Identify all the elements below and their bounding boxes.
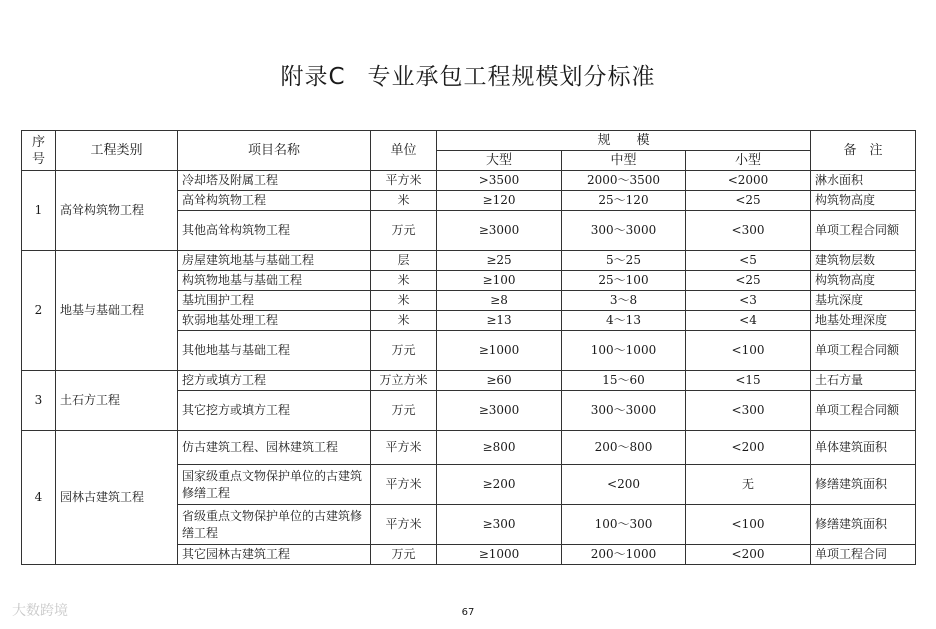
cell-small: <200 [686, 431, 811, 465]
page-number: 67 [461, 607, 475, 618]
cell-seq: 2 [22, 251, 56, 371]
table-row [22, 171, 916, 191]
cell-item: 构筑物地基与基础工程 [178, 271, 371, 291]
cell-item: 冷却塔及附属工程 [178, 171, 371, 191]
cell-small: <25 [686, 191, 811, 211]
cell-small: <25 [686, 271, 811, 291]
header-category: 工程类别 [56, 131, 178, 171]
cell-remark: 构筑物高度 [811, 191, 916, 211]
table-body [22, 171, 916, 565]
cell-remark: 建筑物层数 [811, 251, 916, 271]
cell-large: ≥60 [437, 371, 562, 391]
header-small: 小型 [686, 151, 811, 171]
cell-remark: 淋水面积 [811, 171, 916, 191]
cell-medium: 100～300 [562, 505, 686, 545]
cell-remark: 单项工程合同额 [811, 211, 916, 251]
cell-remark: 土石方量 [811, 371, 916, 391]
cell-small: <5 [686, 251, 811, 271]
cell-remark: 修缮建筑面积 [811, 465, 916, 505]
cell-small: <2000 [686, 171, 811, 191]
cell-seq: 3 [22, 371, 56, 431]
cell-remark: 修缮建筑面积 [811, 505, 916, 545]
cell-item: 其它挖方或填方工程 [178, 391, 371, 431]
cell-medium: 25～100 [562, 271, 686, 291]
cell-small: <300 [686, 391, 811, 431]
cell-medium: 25～120 [562, 191, 686, 211]
cell-unit: 米 [371, 191, 437, 211]
cell-large: ≥300 [437, 505, 562, 545]
table-row [22, 371, 916, 391]
cell-medium: 300～3000 [562, 211, 686, 251]
cell-item: 仿古建筑工程、园林建筑工程 [178, 431, 371, 465]
cell-unit: 平方米 [371, 465, 437, 505]
cell-small: <100 [686, 331, 811, 371]
cell-category: 园林古建筑工程 [56, 431, 178, 565]
cell-large: ≥100 [437, 271, 562, 291]
cell-unit: 万元 [371, 391, 437, 431]
watermark: 大数跨境 [12, 603, 68, 619]
cell-medium: 200～1000 [562, 545, 686, 565]
cell-category: 高耸构筑物工程 [56, 171, 178, 251]
cell-item: 软弱地基处理工程 [178, 311, 371, 331]
cell-large: ≥3000 [437, 211, 562, 251]
cell-large: ≥25 [437, 251, 562, 271]
cell-item: 基坑围护工程 [178, 291, 371, 311]
cell-small: <200 [686, 545, 811, 565]
cell-small: <300 [686, 211, 811, 251]
cell-unit: 万元 [371, 331, 437, 371]
header-unit: 单位 [371, 131, 437, 171]
cell-small: <15 [686, 371, 811, 391]
cell-small: <100 [686, 505, 811, 545]
cell-small: 无 [686, 465, 811, 505]
cell-large: >3500 [437, 171, 562, 191]
table-row [22, 251, 916, 271]
cell-item: 挖方或填方工程 [178, 371, 371, 391]
cell-medium: 100～1000 [562, 331, 686, 371]
page-title [0, 58, 936, 91]
title-main: 专业承包工程规模划分标准 [367, 64, 656, 90]
cell-item: 房屋建筑地基与基础工程 [178, 251, 371, 271]
cell-item: 其他地基与基础工程 [178, 331, 371, 371]
cell-unit: 万元 [371, 211, 437, 251]
cell-item: 其它园林古建筑工程 [178, 545, 371, 565]
cell-unit: 层 [371, 251, 437, 271]
cell-unit: 平方米 [371, 171, 437, 191]
header-scale: 规 模 [437, 131, 811, 151]
cell-category: 地基与基础工程 [56, 251, 178, 371]
cell-medium: 2000～3500 [562, 171, 686, 191]
header-item: 项目名称 [178, 131, 371, 171]
cell-remark: 单项工程合同额 [811, 331, 916, 371]
header-medium: 中型 [562, 151, 686, 171]
cell-small: <3 [686, 291, 811, 311]
header-large: 大型 [437, 151, 562, 171]
cell-medium: 3～8 [562, 291, 686, 311]
cell-medium: 300～3000 [562, 391, 686, 431]
cell-remark: 基坑深度 [811, 291, 916, 311]
cell-medium: 200～800 [562, 431, 686, 465]
cell-item: 省级重点文物保护单位的古建筑修缮工程 [178, 505, 371, 545]
cell-remark: 单项工程合同额 [811, 391, 916, 431]
cell-large: ≥200 [437, 465, 562, 505]
cell-large: ≥8 [437, 291, 562, 311]
cell-unit: 米 [371, 291, 437, 311]
cell-large: ≥13 [437, 311, 562, 331]
cell-remark: 构筑物高度 [811, 271, 916, 291]
cell-medium: 5～25 [562, 251, 686, 271]
cell-large: ≥120 [437, 191, 562, 211]
cell-large: ≥800 [437, 431, 562, 465]
cell-item: 国家级重点文物保护单位的古建筑修缮工程 [178, 465, 371, 505]
cell-unit: 平方米 [371, 505, 437, 545]
cell-category: 土石方工程 [56, 371, 178, 431]
cell-item: 高耸构筑物工程 [178, 191, 371, 211]
header-seq: 序号 [22, 131, 56, 171]
cell-seq: 4 [22, 431, 56, 565]
cell-unit: 米 [371, 271, 437, 291]
scale-standard-table [21, 130, 916, 565]
cell-large: ≥3000 [437, 391, 562, 431]
cell-medium: 15～60 [562, 371, 686, 391]
cell-large: ≥1000 [437, 545, 562, 565]
cell-unit: 平方米 [371, 431, 437, 465]
cell-item: 其他高耸构筑物工程 [178, 211, 371, 251]
cell-small: <4 [686, 311, 811, 331]
cell-unit: 万元 [371, 545, 437, 565]
cell-large: ≥1000 [437, 331, 562, 371]
cell-unit: 米 [371, 311, 437, 331]
cell-remark: 单项工程合同 [811, 545, 916, 565]
title-prefix: 附录C [280, 64, 346, 90]
table-row [22, 431, 916, 465]
cell-remark: 单体建筑面积 [811, 431, 916, 465]
header-remark: 备 注 [811, 131, 916, 171]
cell-medium: <200 [562, 465, 686, 505]
cell-seq: 1 [22, 171, 56, 251]
cell-unit: 万立方米 [371, 371, 437, 391]
cell-remark: 地基处理深度 [811, 311, 916, 331]
cell-medium: 4～13 [562, 311, 686, 331]
